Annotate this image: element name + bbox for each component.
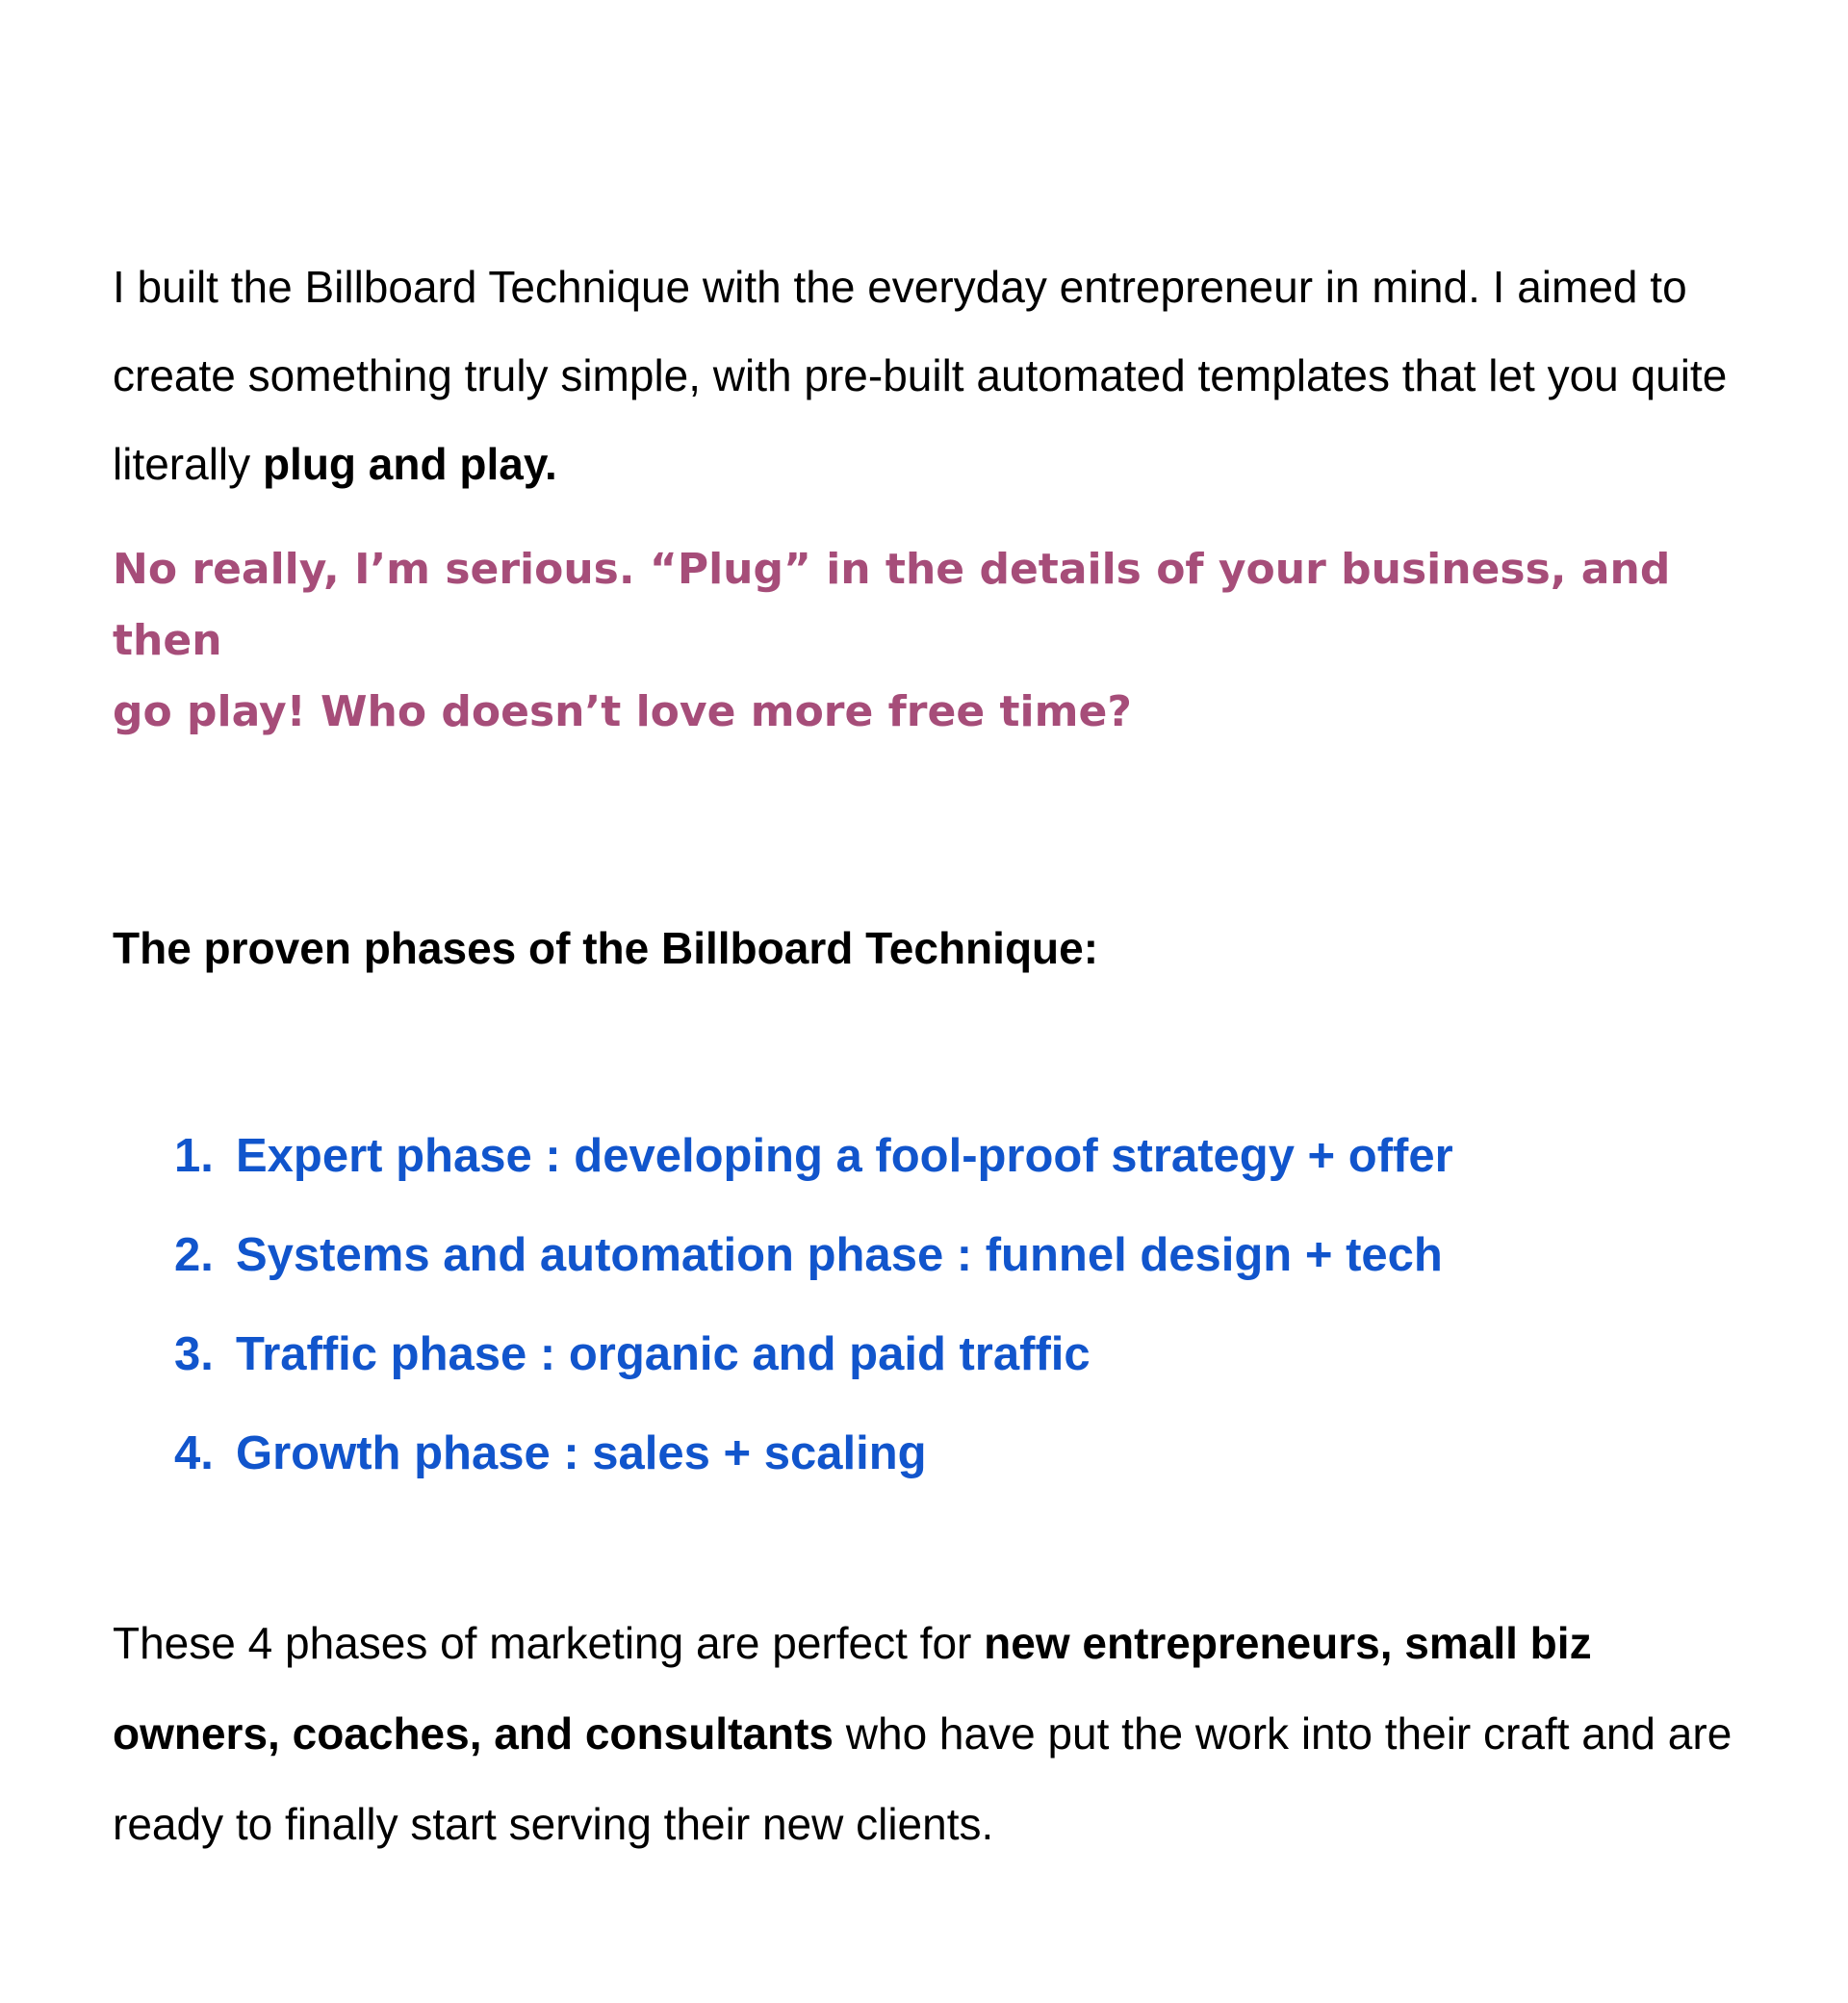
- list-item-number: 3.: [174, 1328, 214, 1380]
- list-item: [174, 1107, 1453, 1206]
- intro-paragraph: [113, 243, 1749, 508]
- phases-heading: The proven phases of the Billboard Technique:: [113, 923, 1099, 973]
- list-item-label: Systems and automation phase : funnel design + tech: [236, 1229, 1443, 1281]
- phases-list: [174, 1107, 1453, 1503]
- intro-text: I built the Billboard Technique with the everyday entrepreneur in mind. I aimed to create something truly simple, with pre-built automated templates that let you quite literally: [113, 262, 1728, 489]
- list-item: [174, 1404, 1453, 1503]
- list-item-label: Traffic phase : organic and paid traffic: [236, 1328, 1091, 1380]
- list-item-number: 4.: [174, 1427, 214, 1479]
- list-item-number: 1.: [174, 1130, 214, 1182]
- list-item: [174, 1206, 1453, 1305]
- list-item-number: 2.: [174, 1229, 214, 1281]
- list-item-label: Expert phase : developing a fool-proof strategy + offer: [236, 1130, 1453, 1182]
- summary-text-before: These 4 phases of marketing are perfect for: [113, 1618, 985, 1668]
- callout-line-2: go play! Who doesn’t love more free time?: [113, 687, 1132, 736]
- summary-text-after: who have put the work into their craft and are ready to finally start serving their new clients.: [113, 1708, 1732, 1849]
- callout-line-1: No really, I’m serious. “Plug” in the details of your business, and then: [113, 545, 1671, 665]
- list-item: [174, 1305, 1453, 1404]
- summary-bold-text: new entrepreneurs, small biz owners, coaches, and consultants: [113, 1618, 1592, 1759]
- summary-paragraph: [113, 1598, 1749, 1869]
- list-item-label: Growth phase : sales + scaling: [236, 1427, 927, 1479]
- callout-quote: [113, 534, 1749, 748]
- intro-bold-text: plug and play.: [262, 439, 557, 489]
